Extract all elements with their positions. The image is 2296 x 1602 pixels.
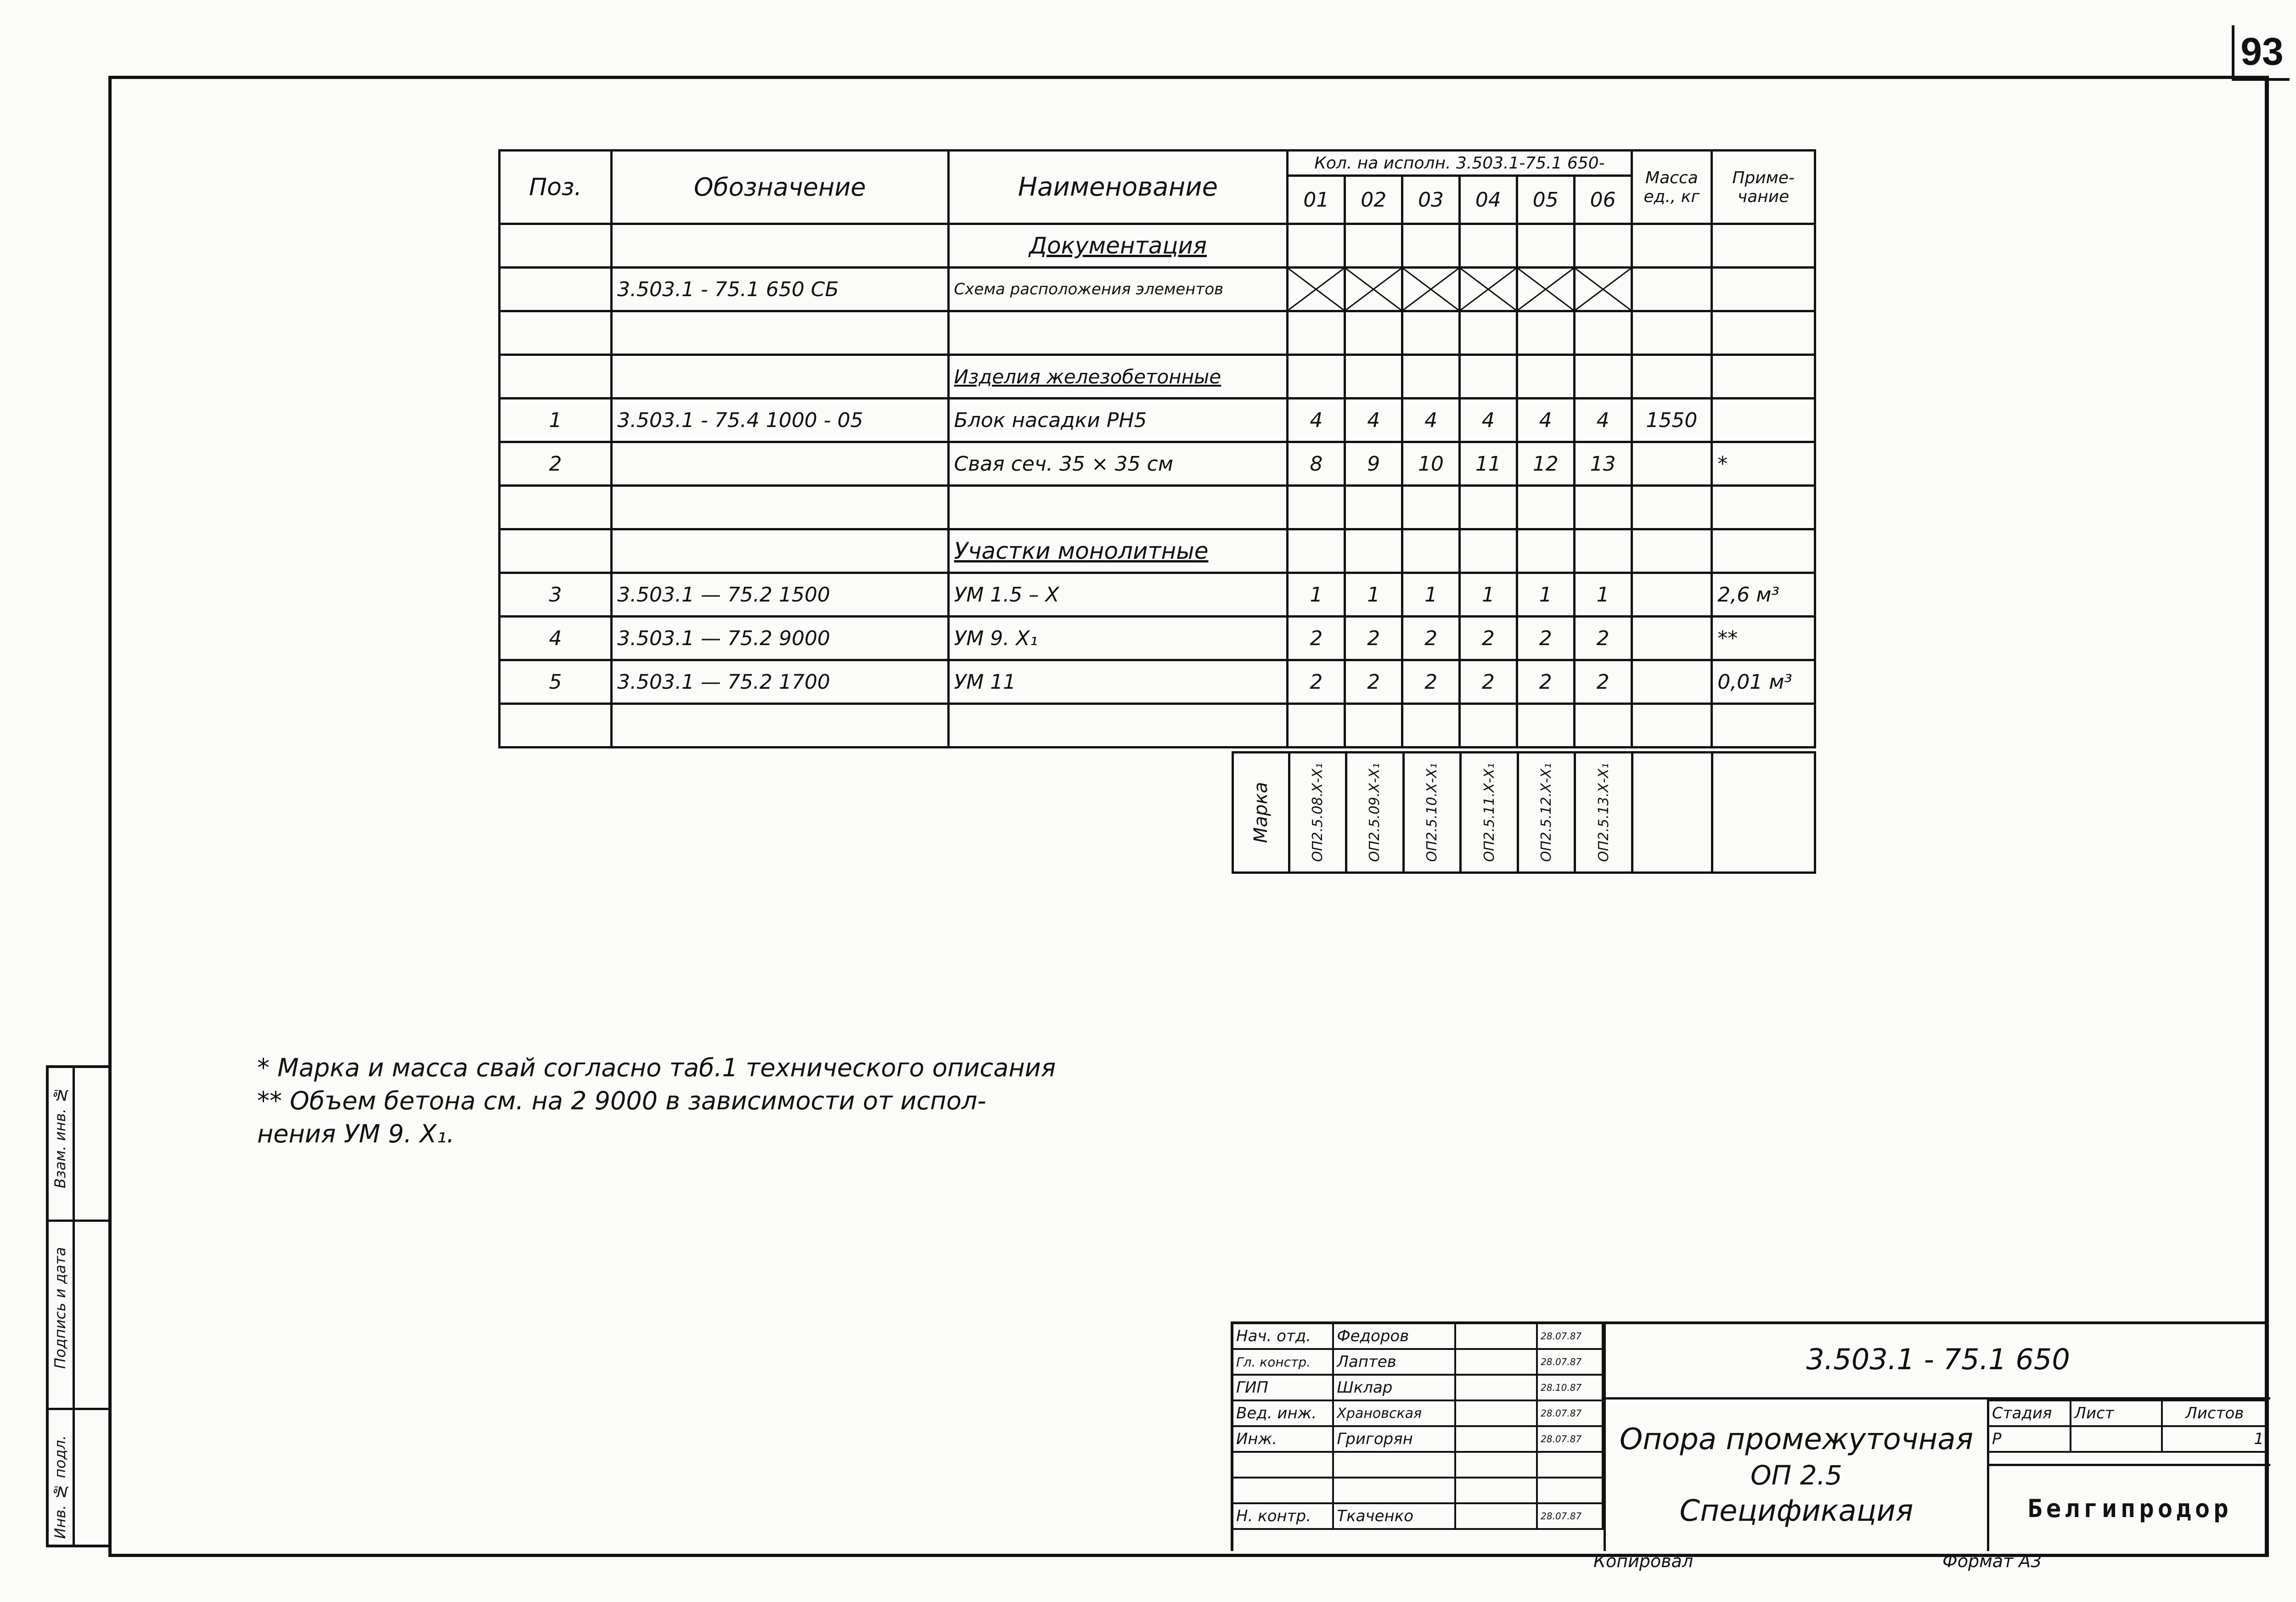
title-text [1606,1400,1987,1551]
copied-by-label: Копировал [1593,1551,1694,1571]
header-note: Приме-чание [1712,151,1815,224]
sheet-number: 93 [2232,25,2290,81]
table-row [500,355,1815,399]
table-row [500,486,1815,529]
sheets-label: Листов [2162,1400,2268,1426]
signature-row: Н. контр. Ткаченко 28.07.87 [1232,1503,1603,1529]
table-row [500,224,1815,268]
variant-03: 03 [1402,176,1460,224]
marka-04: ОП2.5.11.Х-Х₁ [1481,763,1497,862]
header-qty-group: Кол. на исполн. 3.503.1-75.1 650- [1288,151,1632,176]
title-line-1: Опора промежуточная [1619,1422,1974,1456]
variant-06: 06 [1574,176,1632,224]
signature-row: ГИП Шклар 28.10.87 [1232,1375,1603,1400]
marka-label: Марка [1250,781,1272,843]
notes [257,1051,1056,1151]
note-line-1: * Марка и масса свай согласно таб.1 технического описания [257,1053,1056,1082]
sheets-value: 1 [2162,1426,2268,1452]
cross-cell [1345,268,1402,311]
cross-cell [1402,268,1460,311]
table-row: 3 3.503.1 — 75.2 1500 УМ 1.5 – Х 1 1 1 1 1 1 2,6 м³ [500,573,1815,617]
table-row [500,704,1815,748]
title-line-2: ОП 2.5 [1750,1460,1842,1491]
title-block [1231,1321,2265,1551]
section-rc-products: Изделия железобетонные [948,355,1288,399]
marka-02: ОП2.5.09.Х-Х₁ [1367,763,1383,862]
marka-strip [1232,751,1816,874]
header-pos: Поз. [500,151,612,224]
signature-row: Нач. отд. Федоров 28.07.87 [1232,1323,1603,1349]
stage-label: Стадия [1988,1400,2071,1426]
header-name: Наименование [948,151,1288,224]
table-row [500,311,1815,355]
signature-row: Вед. инж. Храновская 28.07.87 [1232,1400,1603,1426]
signature-row: Гл. констр. Лаптев 28.07.87 [1232,1349,1603,1375]
stage-value: Р [1988,1426,2071,1452]
table-row: 1 3.503.1 - 75.4 1000 - 05 Блок насадки РН5 4 4 4 4 4 4 1550 [500,399,1815,442]
cross-cell [1288,268,1345,311]
sign-date-label: Подпись и дата [51,1247,69,1369]
marka-06: ОП2.5.13.Х-Х₁ [1595,763,1612,862]
signature-row [1232,1478,1603,1503]
specification-table [498,149,1816,748]
table-row: 5 3.503.1 — 75.2 1700 УМ 11 2 2 2 2 2 2 0,01 м³ [500,660,1815,704]
variant-02: 02 [1345,176,1402,224]
note-line-3: нения УМ 9. Х₁. [257,1119,455,1148]
signature-row [1232,1452,1603,1478]
table-row: 2 Свая сеч. 35 × 35 см 8 9 10 11 12 13 * [500,442,1815,486]
sheet-label: Лист [2071,1400,2161,1426]
title-line-3: Спецификация [1679,1494,1913,1528]
table-row [500,529,1815,573]
section-documentation: Документация [948,224,1288,268]
cross-cell [1517,268,1574,311]
variant-04: 04 [1460,176,1517,224]
variant-01: 01 [1288,176,1345,224]
header-mass: Масса ед., кг [1632,151,1712,224]
header-designation: Обозначение [612,151,948,224]
cross-cell [1460,268,1517,311]
document-code: 3.503.1 - 75.1 650 [1606,1321,2270,1400]
cross-cell [1574,268,1632,311]
signatures-table [1232,1322,1604,1530]
stage-table [1987,1400,2268,1453]
binding-strip [46,1065,108,1547]
inv-podl-label: Инв. № подл. [51,1435,69,1539]
marka-03: ОП2.5.10.Х-Х₁ [1424,763,1441,862]
organization: Белгипродор [1989,1464,2270,1551]
format-label: Формат А3 [1942,1551,2042,1571]
table-row: 3.503.1 - 75.1 650 СБ Схема расположения элементов [500,268,1815,311]
marka-01: ОП2.5.08.Х-Х₁ [1309,763,1326,862]
table-row: 4 3.503.1 — 75.2 9000 УМ 9. Х₁ 2 2 2 2 2 2 ** [500,617,1815,660]
note-line-2: ** Объем бетона см. на 2 9000 в зависимости от испол- [257,1086,986,1115]
variant-05: 05 [1517,176,1574,224]
sheet-value [2071,1426,2161,1452]
vzam-inv-label: Взам. инв. № [51,1086,69,1188]
signature-row: Инж. Григорян 28.07.87 [1232,1426,1603,1452]
marka-05: ОП2.5.12.Х-Х₁ [1538,763,1555,862]
section-monolithic: Участки монолитные [948,529,1288,573]
